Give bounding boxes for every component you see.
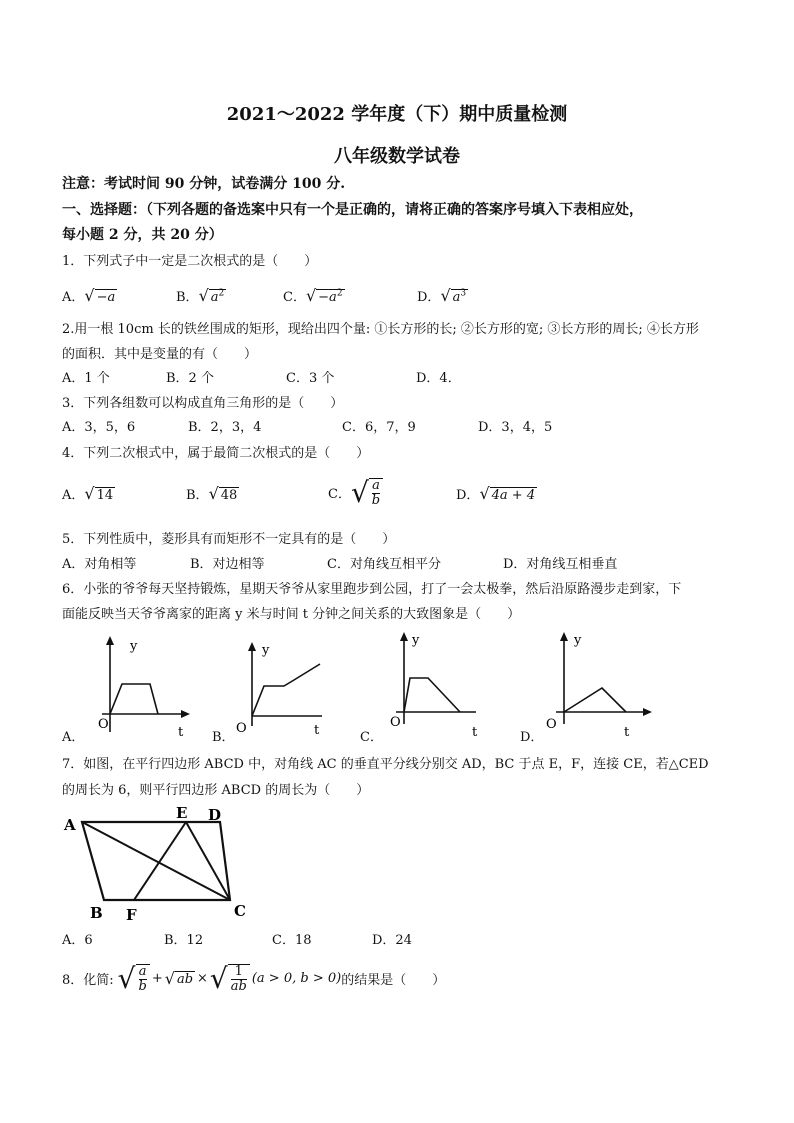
q1-option-b: B．√ $a^2$	[176, 286, 225, 305]
svg-text:C: C	[234, 902, 246, 920]
svg-text:B: B	[90, 904, 103, 922]
q6-graph-b-label: B．	[212, 730, 235, 745]
q1-option-c: C．√ $-a^2$	[283, 286, 343, 305]
svg-text:t: t	[624, 725, 630, 738]
q4-option-a: A．√ 14	[62, 484, 114, 503]
q7-parallelogram-figure	[62, 800, 258, 922]
q6-stem-line1: 6．小张的爷爷每天坚持锻炼，星期天爷爷从家里跑步到公园，打了一会太极拳，然后沿原路漫步走到家，下	[62, 582, 682, 597]
svg-text:O: O	[390, 715, 401, 730]
page-title: 2021～2022 学年度（下）期中质量检测	[226, 104, 568, 125]
q7-option-a: A．6	[62, 933, 93, 948]
q7-option-c: C．18	[272, 933, 312, 948]
svg-text:O: O	[236, 721, 247, 736]
q6-graph-a	[92, 632, 192, 742]
q7-stem-line2: 的周长为 6，则平行四边形 ABCD 的周长为（ ）	[62, 783, 370, 798]
section-heading-line2: 每小题 2 分，共 20 分）	[62, 227, 223, 243]
svg-text:O: O	[98, 717, 109, 732]
section-heading-line1: 一、选择题：（下列各题的备选案中只有一个是正确的，请将正确的答案序号填入下表相应处，	[62, 202, 643, 218]
svg-text:y: y	[412, 633, 420, 648]
q6-graph-c	[386, 628, 486, 738]
q7-option-d: D．24	[372, 933, 412, 948]
svg-text:E: E	[176, 804, 188, 822]
q8-expression: 8．化简: √ a b + √ ab × √ 1 ab (a > 0, b > 0) 的结果是（ ）	[62, 962, 446, 995]
q1-option-a: A．√ −a	[62, 286, 116, 305]
svg-text:t: t	[314, 723, 320, 738]
q3-option-a: A．3，5，6	[62, 420, 136, 435]
q2-option-c: C．3 个	[286, 371, 335, 386]
svg-text:D: D	[208, 806, 222, 824]
q4-option-d: D．√ 4a + 4	[456, 484, 536, 503]
svg-text:y: y	[574, 633, 582, 648]
q7-option-b: B．12	[164, 933, 204, 948]
q2-stem-line2: 的面积．其中是变量的有（ ）	[62, 347, 258, 362]
q6-graph-c-label: C．	[360, 730, 383, 745]
q1-option-d: D．√ $a^3$	[417, 286, 467, 305]
q5-option-b: B．对边相等	[190, 557, 265, 572]
exam-notice: 注意：考试时间 90 分钟，试卷满分 100 分.	[62, 176, 346, 192]
svg-text:A: A	[64, 816, 76, 834]
q6-stem-line2: 面能反映当天爷爷离家的距离 y 米与时间 t 分钟之间关系的大致图象是（ ）	[62, 607, 521, 622]
q3-option-b: B．2，3，4	[188, 420, 262, 435]
svg-text:t: t	[472, 725, 478, 738]
q2-option-d: D．4．	[416, 371, 461, 386]
page-subtitle: 八年级数学试卷	[334, 146, 460, 167]
q5-option-a: A．对角相等	[62, 557, 137, 572]
q2-option-b: B．2 个	[166, 371, 214, 386]
q1-stem: 1．下列式子中一定是二次根式的是（ ）	[62, 254, 318, 269]
q7-stem-line1: 7．如图，在平行四边形 ABCD 中，对角线 AC 的垂直平分线分别交 AD，BC 于点 E，F，连接 CE，若△CED	[62, 757, 709, 772]
q4-option-b: B．√ 48	[186, 484, 238, 503]
q5-option-c: C．对角线互相平分	[327, 557, 441, 572]
q4-option-c: C．√ $\frac{a}{b}$	[328, 476, 383, 509]
q5-stem: 5．下列性质中，菱形具有而矩形不一定具有的是（ ）	[62, 532, 396, 547]
q2-stem-line1: 2.用一根 10cm 长的铁丝围成的矩形，现给出四个量: ①长方形的长; ②长方形的宽; ③长方形的周长; ④长方形	[62, 322, 699, 337]
q2-option-a: A．1 个	[62, 371, 110, 386]
q3-stem: 3．下列各组数可以构成直角三角形的是（ ）	[62, 396, 344, 411]
svg-text:t: t	[178, 725, 184, 740]
q6-graph-b	[232, 636, 332, 746]
q5-option-d: D．对角线互相垂直	[503, 557, 618, 572]
q3-option-d: D．3，4，5	[478, 420, 553, 435]
q3-option-c: C．6，7，9	[342, 420, 416, 435]
svg-text:y: y	[130, 639, 138, 654]
svg-text:y: y	[262, 643, 270, 658]
q4-stem: 4．下列二次根式中，属于最简二次根式的是（ ）	[62, 446, 370, 461]
q6-graph-d	[540, 628, 660, 738]
svg-text:O: O	[546, 717, 557, 732]
svg-text:F: F	[126, 906, 137, 922]
q6-graph-d-label: D．	[520, 730, 544, 745]
q6-graph-a-label: A．	[62, 730, 85, 745]
